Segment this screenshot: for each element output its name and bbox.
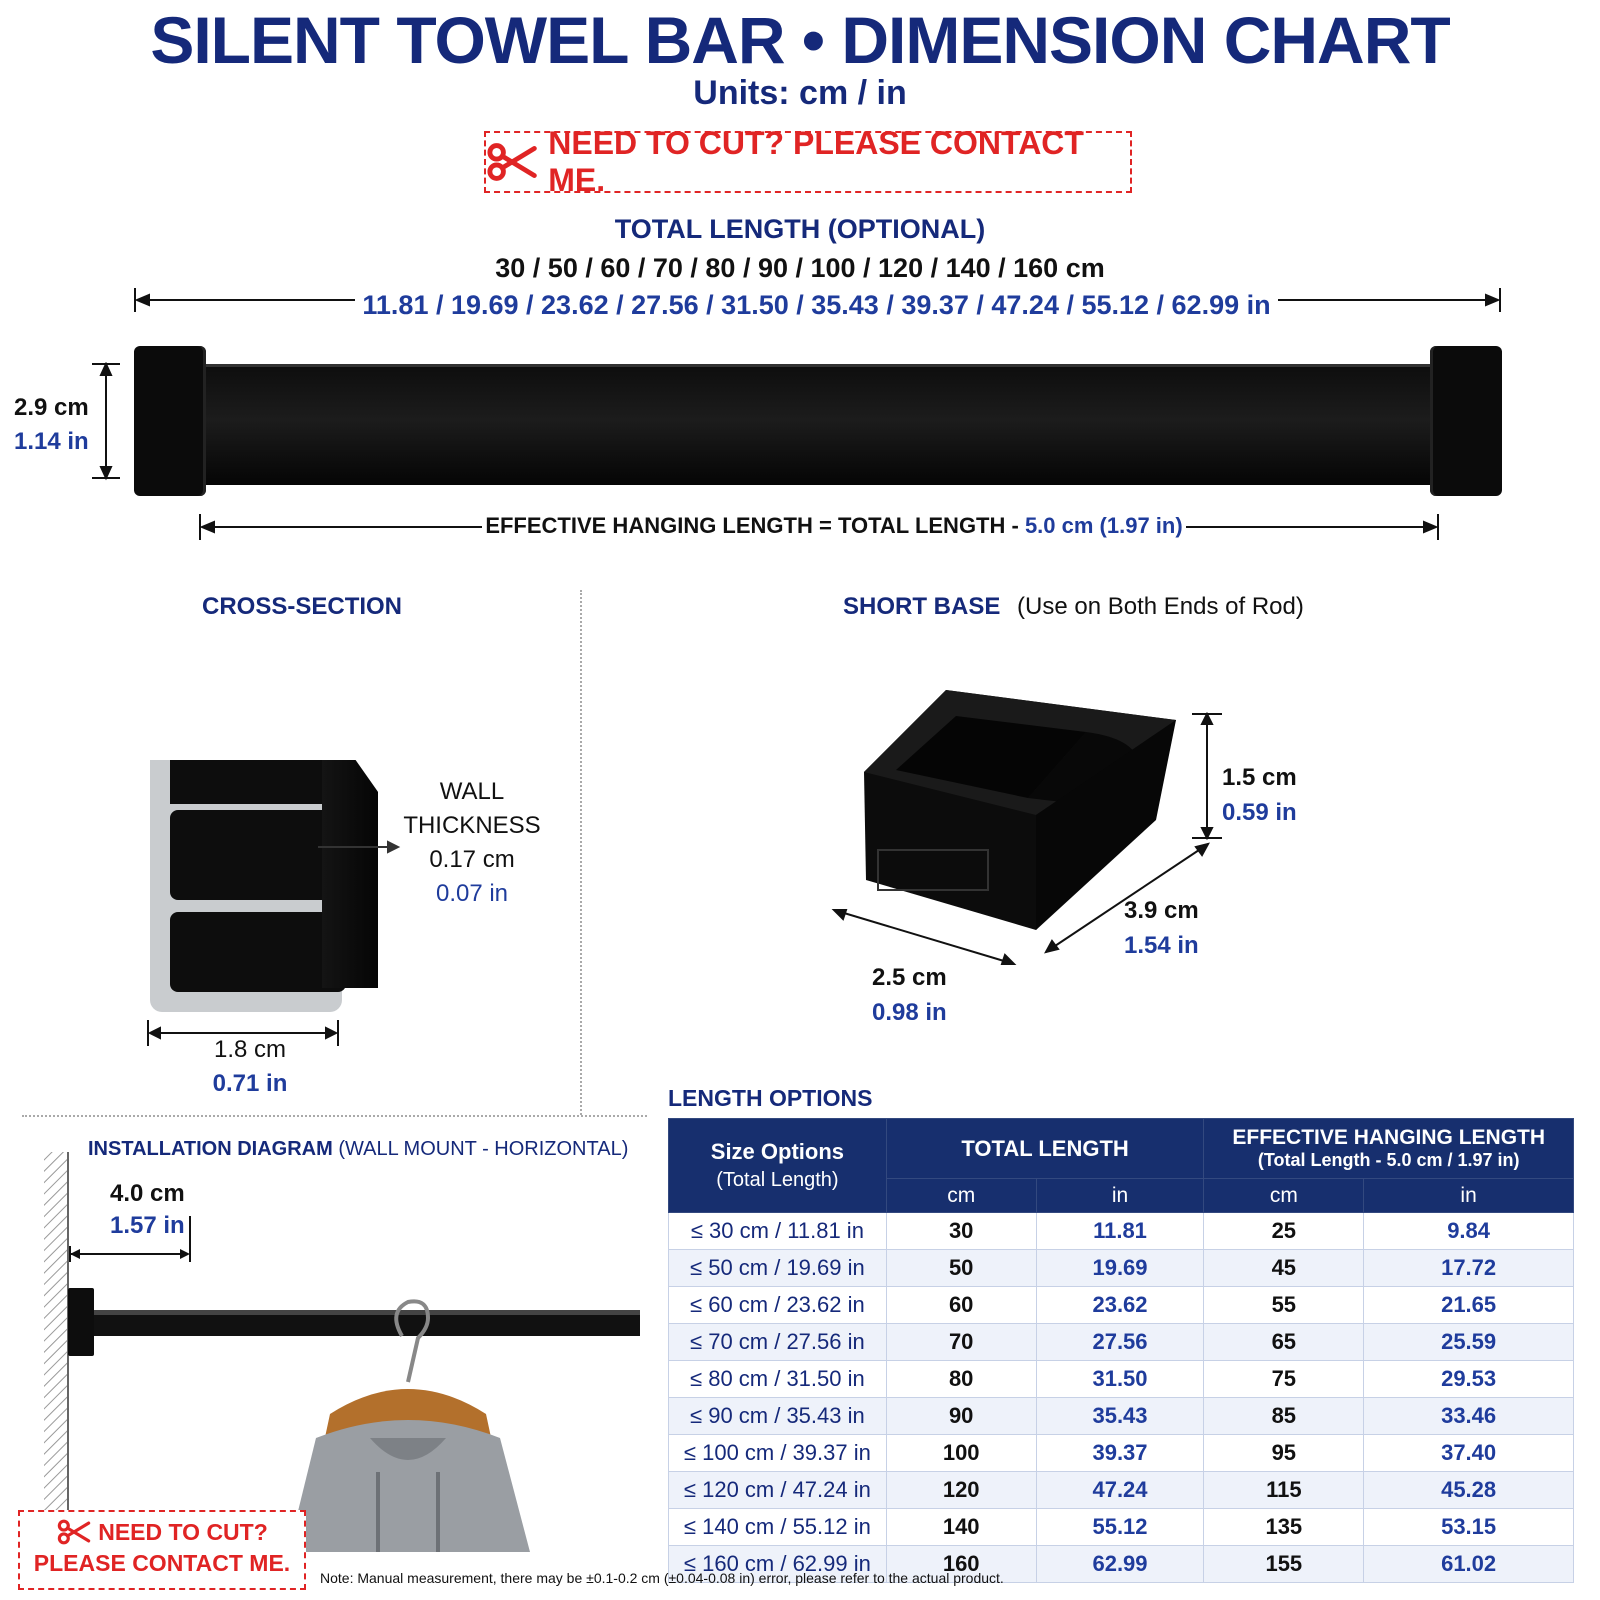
- cell-effective-in: 53.15: [1364, 1509, 1574, 1546]
- cell-total-cm: 100: [886, 1435, 1036, 1472]
- cross-section-profile: [150, 760, 378, 1012]
- cell-size: ≤ 30 cm / 11.81 in: [669, 1213, 887, 1250]
- effective-length-formula: [482, 513, 1186, 539]
- base-length-in: 1.54 in: [1124, 932, 1199, 959]
- cell-total-in: 31.50: [1036, 1361, 1204, 1398]
- cell-total-cm: 50: [886, 1250, 1036, 1287]
- cross-width-cm: 1.8 cm: [213, 1036, 287, 1063]
- cut-notice-banner[interactable]: [484, 125, 1132, 198]
- short-base-heading: [843, 593, 1304, 621]
- cell-size: ≤ 120 cm / 47.24 in: [669, 1472, 887, 1509]
- base-height-in: 0.59 in: [1222, 799, 1297, 826]
- cell-effective-cm: 55: [1204, 1287, 1364, 1324]
- cell-total-cm: 90: [886, 1398, 1036, 1435]
- unit-header-in: in: [1364, 1179, 1574, 1213]
- page-title: SILENT TOWEL BAR • DIMENSION CHART: [150, 3, 1450, 77]
- bar-height-cm: 2.9 cm: [14, 394, 89, 421]
- cell-effective-in: 45.28: [1364, 1472, 1574, 1509]
- cell-effective-cm: 135: [1204, 1509, 1364, 1546]
- base-width-cm: 2.5 cm: [872, 964, 947, 991]
- effective-length-text: EFFECTIVE HANGING LENGTH = TOTAL LENGTH -: [485, 513, 1025, 538]
- cell-size: ≤ 70 cm / 27.56 in: [669, 1324, 887, 1361]
- cell-effective-cm: 45: [1204, 1250, 1364, 1287]
- cell-effective-cm: 115: [1204, 1472, 1364, 1509]
- header-total-length: TOTAL LENGTH: [886, 1119, 1204, 1179]
- cell-effective-in: 25.59: [1364, 1324, 1574, 1361]
- wall-label-2: THICKNESS: [403, 812, 541, 839]
- cell-size: ≤ 100 cm / 39.37 in: [669, 1435, 887, 1472]
- cross-width-in: 0.71 in: [212, 1070, 288, 1097]
- header-size-label: Size Options: [710, 1139, 845, 1164]
- cell-effective-cm: 65: [1204, 1324, 1364, 1361]
- cell-total-in: 62.99: [1036, 1546, 1204, 1583]
- unit-header-cm: cm: [886, 1179, 1036, 1213]
- base-width-in: 0.98 in: [872, 999, 947, 1026]
- cell-total-cm: 120: [886, 1472, 1036, 1509]
- short-base-subtitle: (Use on Both Ends of Rod): [1017, 593, 1304, 620]
- cell-effective-in: 17.72: [1364, 1250, 1574, 1287]
- cell-total-cm: 140: [886, 1509, 1036, 1546]
- installation-offset-in: 1.57 in: [110, 1212, 185, 1239]
- cell-total-cm: 60: [886, 1287, 1036, 1324]
- length-options-table: [668, 1118, 1574, 1583]
- wall-thickness-arrow: [316, 832, 402, 862]
- cell-total-in: 23.62: [1036, 1287, 1204, 1324]
- cell-size: ≤ 50 cm / 19.69 in: [669, 1250, 887, 1287]
- cell-total-in: 35.43: [1036, 1398, 1204, 1435]
- installation-subtitle: (WALL MOUNT - HORIZONTAL): [338, 1138, 629, 1160]
- length-options-title: LENGTH OPTIONS: [668, 1085, 873, 1111]
- table-row: [669, 1472, 1574, 1509]
- installation-cut-line2: PLEASE CONTACT ME.: [33, 1550, 291, 1576]
- base-height-cm: 1.5 cm: [1222, 764, 1297, 791]
- table-row: [669, 1509, 1574, 1546]
- installation-cut-notice[interactable]: [18, 1510, 306, 1590]
- header-effective-sub: (Total Length - 5.0 cm / 1.97 in): [1257, 1150, 1520, 1170]
- cell-total-in: 55.12: [1036, 1509, 1204, 1546]
- cell-effective-in: 33.46: [1364, 1398, 1574, 1435]
- bar-height-in: 1.14 in: [14, 428, 89, 455]
- cell-total-cm: 30: [886, 1213, 1036, 1250]
- cell-size: ≤ 90 cm / 35.43 in: [669, 1398, 887, 1435]
- footnote: Note: Manual measurement, there may be ±0.1-0.2 cm (±0.04-0.08 in) error, please refer to the actual product.: [320, 1570, 1004, 1586]
- unit-header-cm: cm: [1204, 1179, 1364, 1213]
- total-length-label: TOTAL LENGTH (OPTIONAL): [614, 214, 986, 244]
- total-length-cm: 30 / 50 / 60 / 70 / 80 / 90 / 100 / 120 / 140 / 160 cm: [495, 253, 1105, 283]
- bar-height-arrow: [88, 362, 128, 482]
- wall-thickness-cm: 0.17 cm: [429, 846, 515, 873]
- cell-effective-in: 21.65: [1364, 1287, 1574, 1324]
- scissors-icon: [486, 140, 538, 184]
- cell-total-cm: 70: [886, 1324, 1036, 1361]
- installation-cut-line1: NEED TO CUT?: [98, 1518, 268, 1545]
- cell-total-in: 39.37: [1036, 1435, 1204, 1472]
- horizontal-divider: [22, 1115, 647, 1117]
- cell-effective-cm: 25: [1204, 1213, 1364, 1250]
- cell-size: ≤ 80 cm / 31.50 in: [669, 1361, 887, 1398]
- right-end-cap: [1430, 346, 1502, 496]
- wall-label-1: WALL: [439, 778, 505, 805]
- cell-size: ≤ 60 cm / 23.62 in: [669, 1287, 887, 1324]
- cell-effective-in: 9.84: [1364, 1213, 1574, 1250]
- table-row: [669, 1361, 1574, 1398]
- cell-size: ≤ 140 cm / 55.12 in: [669, 1509, 887, 1546]
- cell-total-cm: 80: [886, 1361, 1036, 1398]
- vertical-divider: [580, 590, 582, 1115]
- total-length-in: 11.81 / 19.69 / 23.62 / 27.56 / 31.50 / 35.43 / 39.37 / 47.24 / 55.12 / 62.99 in: [362, 290, 1271, 320]
- towel-bar: [134, 346, 1502, 498]
- cell-total-in: 19.69: [1036, 1250, 1204, 1287]
- cell-total-in: 11.81: [1036, 1213, 1204, 1250]
- cell-total-in: 47.24: [1036, 1472, 1204, 1509]
- cut-notice-text: NEED TO CUT? PLEASE CONTACT ME.: [548, 125, 1084, 198]
- base-length-cm: 3.9 cm: [1124, 897, 1199, 924]
- base-width-arrow: [830, 902, 1020, 972]
- table-row: [669, 1287, 1574, 1324]
- header-effective-label: EFFECTIVE HANGING LENGTH: [1232, 1126, 1546, 1149]
- cell-effective-in: 37.40: [1364, 1435, 1574, 1472]
- header-size-sub: (Total Length): [716, 1169, 839, 1191]
- installation-title: INSTALLATION DIAGRAM: [88, 1138, 333, 1160]
- header-effective-length: [1204, 1119, 1574, 1179]
- left-end-cap: [134, 346, 206, 496]
- table-row: [669, 1435, 1574, 1472]
- effective-length-deduction: 5.0 cm (1.97 in): [1024, 513, 1183, 538]
- scissors-icon: [56, 1518, 92, 1546]
- table-row: [669, 1398, 1574, 1435]
- units-label: Units: cm / in: [693, 74, 907, 112]
- table-row: [669, 1324, 1574, 1361]
- cell-total-cm: 160: [886, 1546, 1036, 1583]
- cell-effective-cm: 75: [1204, 1361, 1364, 1398]
- unit-header-in: in: [1036, 1179, 1204, 1213]
- installation-offset-cm: 4.0 cm: [110, 1180, 185, 1207]
- table-row: [669, 1250, 1574, 1287]
- table-row: [669, 1213, 1574, 1250]
- cell-effective-in: 29.53: [1364, 1361, 1574, 1398]
- header-size-options: [669, 1119, 887, 1213]
- cell-effective-cm: 95: [1204, 1435, 1364, 1472]
- cell-effective-cm: 85: [1204, 1398, 1364, 1435]
- short-base-title: SHORT BASE: [843, 593, 1001, 620]
- cell-effective-cm: 155: [1204, 1546, 1364, 1583]
- cell-effective-in: 61.02: [1364, 1546, 1574, 1583]
- wall-thickness-in: 0.07 in: [435, 880, 509, 907]
- cell-total-in: 27.56: [1036, 1324, 1204, 1361]
- cell-size: ≤ 160 cm / 62.99 in: [669, 1546, 887, 1583]
- cross-section-title: CROSS-SECTION: [202, 593, 403, 620]
